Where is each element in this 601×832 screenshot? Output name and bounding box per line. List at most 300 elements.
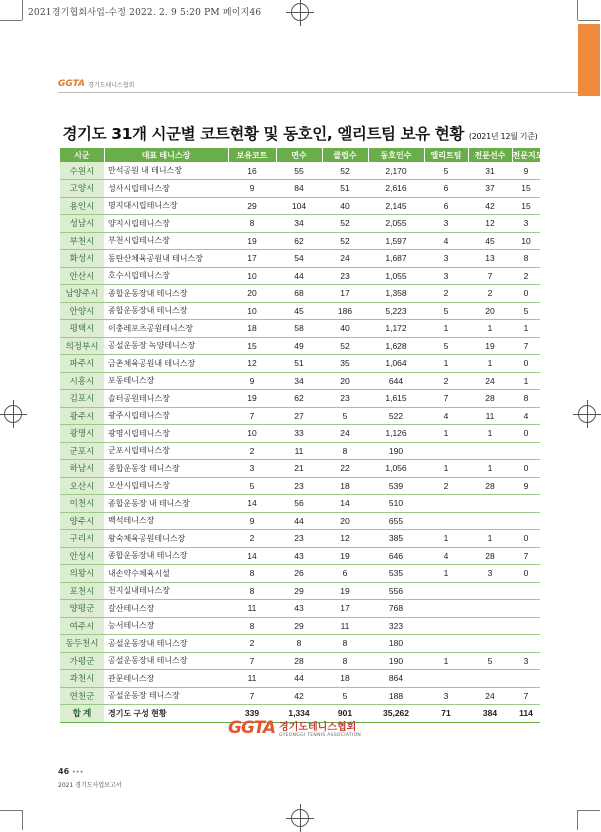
- value-cell: 62: [276, 232, 322, 250]
- city-cell: 안성시: [60, 547, 104, 565]
- value-cell: 8: [276, 635, 322, 653]
- table-row: [60, 372, 540, 390]
- value-cell: 40: [322, 197, 368, 215]
- value-cell: 68: [276, 285, 322, 303]
- value-cell: 644: [368, 372, 424, 390]
- value-cell: 1: [424, 652, 468, 670]
- value-cell: 43: [276, 547, 322, 565]
- value-cell: [512, 495, 540, 513]
- column-header: 엘리트팀: [424, 148, 468, 162]
- value-cell: 15: [512, 180, 540, 198]
- crop-mark: [578, 20, 600, 21]
- value-cell: 4: [512, 407, 540, 425]
- city-cell: 군포시: [60, 442, 104, 460]
- value-cell: 3: [424, 250, 468, 268]
- table-row: [60, 425, 540, 443]
- table-row: [60, 635, 540, 653]
- value-cell: [468, 442, 512, 460]
- venue-cell: 능서테니스장: [104, 617, 228, 635]
- value-cell: 10: [228, 425, 276, 443]
- value-cell: 2: [424, 477, 468, 495]
- value-cell: 190: [368, 652, 424, 670]
- value-cell: 1: [424, 460, 468, 478]
- value-cell: 19: [228, 232, 276, 250]
- value-cell: [424, 582, 468, 600]
- value-cell: [512, 512, 540, 530]
- value-cell: 1,126: [368, 425, 424, 443]
- table-row: [60, 337, 540, 355]
- venue-cell: 종합운동장내 테니스장: [104, 547, 228, 565]
- venue-cell: 명지대시립테니스장: [104, 197, 228, 215]
- value-cell: 1: [468, 320, 512, 338]
- venue-cell: 경기도 구성 현황: [104, 705, 228, 723]
- header-logo: [58, 79, 134, 89]
- value-cell: 11: [276, 442, 322, 460]
- value-cell: 40: [322, 320, 368, 338]
- value-cell: 0: [512, 460, 540, 478]
- value-cell: 19: [468, 337, 512, 355]
- venue-cell: 이충레포츠공원테니스장: [104, 320, 228, 338]
- page-number: [58, 767, 83, 776]
- venue-cell: 동탄산체육공원내 테니스장: [104, 250, 228, 268]
- page-number-value: 46: [58, 767, 70, 776]
- value-cell: 1,056: [368, 460, 424, 478]
- value-cell: 8: [322, 442, 368, 460]
- table-header-row: [60, 148, 540, 162]
- value-cell: 31: [468, 162, 512, 180]
- value-cell: [512, 670, 540, 688]
- value-cell: 5: [228, 477, 276, 495]
- value-cell: 14: [228, 547, 276, 565]
- value-cell: 34: [276, 372, 322, 390]
- value-cell: 864: [368, 670, 424, 688]
- value-cell: 0: [512, 425, 540, 443]
- value-cell: 1: [424, 530, 468, 548]
- venue-cell: 공설운동장 테니스장: [104, 687, 228, 705]
- value-cell: 2: [228, 530, 276, 548]
- column-header: 동호인수: [368, 148, 424, 162]
- value-cell: [468, 670, 512, 688]
- value-cell: 2,145: [368, 197, 424, 215]
- value-cell: 45: [468, 232, 512, 250]
- value-cell: 7: [512, 337, 540, 355]
- table-row: [60, 232, 540, 250]
- value-cell: 7: [228, 687, 276, 705]
- city-cell: 양평군: [60, 600, 104, 618]
- venue-cell: 종합운동장내 테니스장: [104, 302, 228, 320]
- value-cell: 13: [468, 250, 512, 268]
- value-cell: 37: [468, 180, 512, 198]
- value-cell: 20: [468, 302, 512, 320]
- column-header: 대표 테니스장: [104, 148, 228, 162]
- value-cell: 339: [228, 705, 276, 723]
- value-cell: 71: [424, 705, 468, 723]
- city-cell: 부천시: [60, 232, 104, 250]
- value-cell: 3: [424, 687, 468, 705]
- city-cell: 동두천시: [60, 635, 104, 653]
- venue-cell: 천지실내테니스장: [104, 582, 228, 600]
- registration-mark: [578, 405, 596, 423]
- value-cell: 24: [468, 687, 512, 705]
- value-cell: 8: [228, 617, 276, 635]
- value-cell: 10: [512, 232, 540, 250]
- value-cell: 3: [468, 565, 512, 583]
- registration-mark: [4, 405, 22, 423]
- table-row: [60, 250, 540, 268]
- venue-cell: 오산시립테니스장: [104, 477, 228, 495]
- value-cell: 19: [322, 582, 368, 600]
- venue-cell: 내손약수체육시설: [104, 565, 228, 583]
- table-row: [60, 215, 540, 233]
- venue-cell: 군포시립테니스장: [104, 442, 228, 460]
- value-cell: 5,223: [368, 302, 424, 320]
- ggta-mark: GGTA: [58, 79, 86, 89]
- table-row: [60, 442, 540, 460]
- value-cell: [468, 635, 512, 653]
- value-cell: 1,628: [368, 337, 424, 355]
- value-cell: 7: [512, 547, 540, 565]
- value-cell: 26: [276, 565, 322, 583]
- value-cell: 655: [368, 512, 424, 530]
- value-cell: 23: [276, 477, 322, 495]
- value-cell: 8: [322, 635, 368, 653]
- value-cell: 180: [368, 635, 424, 653]
- value-cell: 5: [424, 302, 468, 320]
- value-cell: 27: [276, 407, 322, 425]
- venue-cell: 양지시립테니스장: [104, 215, 228, 233]
- value-cell: 28: [468, 547, 512, 565]
- venue-cell: 금촌체육공원내 테니스장: [104, 355, 228, 373]
- value-cell: 6: [424, 197, 468, 215]
- value-cell: 11: [228, 670, 276, 688]
- value-cell: 52: [322, 232, 368, 250]
- value-cell: 12: [322, 530, 368, 548]
- value-cell: 2,616: [368, 180, 424, 198]
- value-cell: 1: [424, 355, 468, 373]
- city-cell: 여주시: [60, 617, 104, 635]
- value-cell: 2: [468, 285, 512, 303]
- city-cell: 의왕시: [60, 565, 104, 583]
- value-cell: 9: [228, 372, 276, 390]
- value-cell: 18: [228, 320, 276, 338]
- value-cell: 3: [228, 460, 276, 478]
- table-row: [60, 495, 540, 513]
- value-cell: 1,615: [368, 390, 424, 408]
- table-row: [60, 547, 540, 565]
- venue-cell: 왕숙체육공원테니스장: [104, 530, 228, 548]
- value-cell: 646: [368, 547, 424, 565]
- venue-cell: 광주시립테니스장: [104, 407, 228, 425]
- value-cell: 19: [322, 547, 368, 565]
- value-cell: 901: [322, 705, 368, 723]
- value-cell: 7: [228, 407, 276, 425]
- value-cell: 44: [276, 670, 322, 688]
- page-tab: [578, 24, 600, 96]
- city-cell: 연천군: [60, 687, 104, 705]
- value-cell: 43: [276, 600, 322, 618]
- venue-cell: 종합운동장 테니스장: [104, 460, 228, 478]
- value-cell: 45: [276, 302, 322, 320]
- table-row: [60, 302, 540, 320]
- value-cell: 29: [276, 617, 322, 635]
- city-cell: 용인시: [60, 197, 104, 215]
- value-cell: 23: [276, 530, 322, 548]
- value-cell: 5: [424, 162, 468, 180]
- page-number-dots: •••: [71, 769, 84, 776]
- value-cell: 7: [468, 267, 512, 285]
- value-cell: 7: [424, 390, 468, 408]
- value-cell: 29: [276, 582, 322, 600]
- value-cell: 5: [424, 337, 468, 355]
- column-header: 면수: [276, 148, 322, 162]
- value-cell: 6: [424, 180, 468, 198]
- crop-mark: [0, 20, 22, 21]
- association-name-en: GYEONGGI TENNIS ASSOCIATION: [279, 733, 362, 738]
- value-cell: 0: [512, 355, 540, 373]
- table-row: [60, 162, 540, 180]
- value-cell: 9: [512, 162, 540, 180]
- table-row: [60, 197, 540, 215]
- value-cell: [424, 617, 468, 635]
- value-cell: 4: [424, 407, 468, 425]
- value-cell: 24: [468, 372, 512, 390]
- value-cell: 8: [228, 215, 276, 233]
- value-cell: 17: [322, 285, 368, 303]
- value-cell: 42: [276, 687, 322, 705]
- value-cell: 16: [228, 162, 276, 180]
- value-cell: 17: [322, 600, 368, 618]
- city-cell: 광명시: [60, 425, 104, 443]
- value-cell: 33: [276, 425, 322, 443]
- value-cell: 49: [276, 337, 322, 355]
- value-cell: 1,064: [368, 355, 424, 373]
- value-cell: 9: [228, 180, 276, 198]
- city-cell: 이천시: [60, 495, 104, 513]
- table-row: [60, 565, 540, 583]
- value-cell: 1: [424, 320, 468, 338]
- footer-logo: [228, 718, 361, 738]
- value-cell: 1,334: [276, 705, 322, 723]
- column-header: 시군: [60, 148, 104, 162]
- value-cell: 19: [228, 390, 276, 408]
- column-header: 전문선수: [468, 148, 512, 162]
- value-cell: 1: [468, 355, 512, 373]
- value-cell: [512, 635, 540, 653]
- value-cell: 1,687: [368, 250, 424, 268]
- value-cell: 0: [512, 285, 540, 303]
- value-cell: 1,055: [368, 267, 424, 285]
- value-cell: 4: [424, 547, 468, 565]
- table-row: [60, 477, 540, 495]
- value-cell: 186: [322, 302, 368, 320]
- table-row: [60, 652, 540, 670]
- column-header: 전문지도자: [512, 148, 540, 162]
- value-cell: 28: [468, 390, 512, 408]
- city-cell: 안양시: [60, 302, 104, 320]
- value-cell: 2: [228, 442, 276, 460]
- value-cell: 385: [368, 530, 424, 548]
- value-cell: 8: [228, 582, 276, 600]
- value-cell: 4: [424, 232, 468, 250]
- city-cell: 가평군: [60, 652, 104, 670]
- crop-mark: [577, 810, 578, 830]
- value-cell: 3: [512, 215, 540, 233]
- title-main: 경기도 31개 시군별 코트현황 및 동호인, 엘리트팀 보유 현황: [62, 125, 464, 143]
- association-name-ko: 경기도테니스협회: [279, 722, 357, 733]
- value-cell: 52: [322, 215, 368, 233]
- table-row: [60, 670, 540, 688]
- value-cell: 58: [276, 320, 322, 338]
- value-cell: 35,262: [368, 705, 424, 723]
- table-row: [60, 407, 540, 425]
- value-cell: 2,170: [368, 162, 424, 180]
- value-cell: [512, 582, 540, 600]
- venue-cell: 공설운동장내 테니스장: [104, 652, 228, 670]
- city-cell: 과천시: [60, 670, 104, 688]
- city-cell: 하남시: [60, 460, 104, 478]
- value-cell: [468, 495, 512, 513]
- city-cell: 양주시: [60, 512, 104, 530]
- value-cell: 17: [228, 250, 276, 268]
- city-cell: 포천시: [60, 582, 104, 600]
- value-cell: [424, 442, 468, 460]
- report-name: 2021 경기도사업보고서: [58, 782, 122, 789]
- value-cell: 6: [322, 565, 368, 583]
- value-cell: 8: [322, 652, 368, 670]
- value-cell: 5: [468, 652, 512, 670]
- value-cell: 556: [368, 582, 424, 600]
- value-cell: 28: [468, 477, 512, 495]
- value-cell: 104: [276, 197, 322, 215]
- venue-cell: 만석공원 내 테니스장: [104, 162, 228, 180]
- value-cell: 1: [468, 425, 512, 443]
- value-cell: 2: [424, 372, 468, 390]
- value-cell: 323: [368, 617, 424, 635]
- table-row: [60, 460, 540, 478]
- value-cell: 62: [276, 390, 322, 408]
- value-cell: 0: [512, 530, 540, 548]
- table-row: [60, 320, 540, 338]
- value-cell: 1: [512, 372, 540, 390]
- city-cell: 성남시: [60, 215, 104, 233]
- value-cell: 8: [228, 565, 276, 583]
- venue-cell: 포동테니스장: [104, 372, 228, 390]
- value-cell: [468, 512, 512, 530]
- value-cell: 10: [228, 267, 276, 285]
- value-cell: 23: [322, 390, 368, 408]
- table-row: [60, 600, 540, 618]
- ggta-logo-mark: GGTA: [228, 718, 276, 738]
- value-cell: 510: [368, 495, 424, 513]
- value-cell: 7: [512, 687, 540, 705]
- value-cell: 18: [322, 670, 368, 688]
- value-cell: 8: [512, 390, 540, 408]
- venue-cell: 호수시립테니스장: [104, 267, 228, 285]
- value-cell: 54: [276, 250, 322, 268]
- value-cell: 1: [424, 565, 468, 583]
- value-cell: [512, 600, 540, 618]
- title-note: (2021년 12월 기준): [468, 132, 538, 141]
- venue-cell: 솔터공원테니스장: [104, 390, 228, 408]
- venue-cell: 광명시립테니스장: [104, 425, 228, 443]
- page-title: [0, 122, 600, 144]
- city-cell: 고양시: [60, 180, 104, 198]
- value-cell: 522: [368, 407, 424, 425]
- value-cell: [468, 617, 512, 635]
- value-cell: 5: [322, 687, 368, 705]
- city-cell: 남양주시: [60, 285, 104, 303]
- value-cell: 3: [512, 652, 540, 670]
- value-cell: 12: [468, 215, 512, 233]
- value-cell: 84: [276, 180, 322, 198]
- city-cell: 김포시: [60, 390, 104, 408]
- value-cell: [424, 635, 468, 653]
- value-cell: [424, 495, 468, 513]
- venue-cell: 종합운동장내 테니스장: [104, 285, 228, 303]
- value-cell: 29: [228, 197, 276, 215]
- value-cell: 14: [322, 495, 368, 513]
- print-slug: 2021경기협회사업-수정 2022. 2. 9 5:20 PM 페이지46: [28, 8, 262, 18]
- table-row: [60, 180, 540, 198]
- value-cell: 190: [368, 442, 424, 460]
- table-row: [60, 582, 540, 600]
- venue-cell: 성사시립테니스장: [104, 180, 228, 198]
- value-cell: 8: [512, 250, 540, 268]
- value-cell: 21: [276, 460, 322, 478]
- value-cell: 55: [276, 162, 322, 180]
- venue-cell: 관문테니스장: [104, 670, 228, 688]
- value-cell: 42: [468, 197, 512, 215]
- value-cell: 535: [368, 565, 424, 583]
- value-cell: 20: [228, 285, 276, 303]
- table-row: [60, 687, 540, 705]
- value-cell: 15: [228, 337, 276, 355]
- value-cell: 18: [322, 477, 368, 495]
- value-cell: 384: [468, 705, 512, 723]
- value-cell: 2: [424, 285, 468, 303]
- table-row: [60, 530, 540, 548]
- value-cell: 1: [468, 460, 512, 478]
- city-cell: 시흥시: [60, 372, 104, 390]
- value-cell: 44: [276, 512, 322, 530]
- value-cell: 1: [512, 320, 540, 338]
- value-cell: 52: [322, 337, 368, 355]
- table-row: [60, 512, 540, 530]
- value-cell: 1,172: [368, 320, 424, 338]
- value-cell: 34: [276, 215, 322, 233]
- value-cell: 44: [276, 267, 322, 285]
- table-row: [60, 267, 540, 285]
- header-rule: [58, 92, 578, 93]
- value-cell: 3: [424, 267, 468, 285]
- value-cell: 23: [322, 267, 368, 285]
- registration-mark: [291, 809, 309, 827]
- table-row: [60, 617, 540, 635]
- value-cell: 10: [228, 302, 276, 320]
- value-cell: 11: [228, 600, 276, 618]
- value-cell: [468, 582, 512, 600]
- value-cell: 20: [322, 372, 368, 390]
- crop-mark: [0, 810, 22, 811]
- value-cell: 2: [512, 267, 540, 285]
- value-cell: 15: [512, 197, 540, 215]
- header-logo-text: 경기도테니스협회: [88, 81, 135, 89]
- value-cell: 14: [228, 495, 276, 513]
- crop-mark: [577, 0, 578, 20]
- value-cell: 51: [276, 355, 322, 373]
- value-cell: 20: [322, 512, 368, 530]
- value-cell: 28: [276, 652, 322, 670]
